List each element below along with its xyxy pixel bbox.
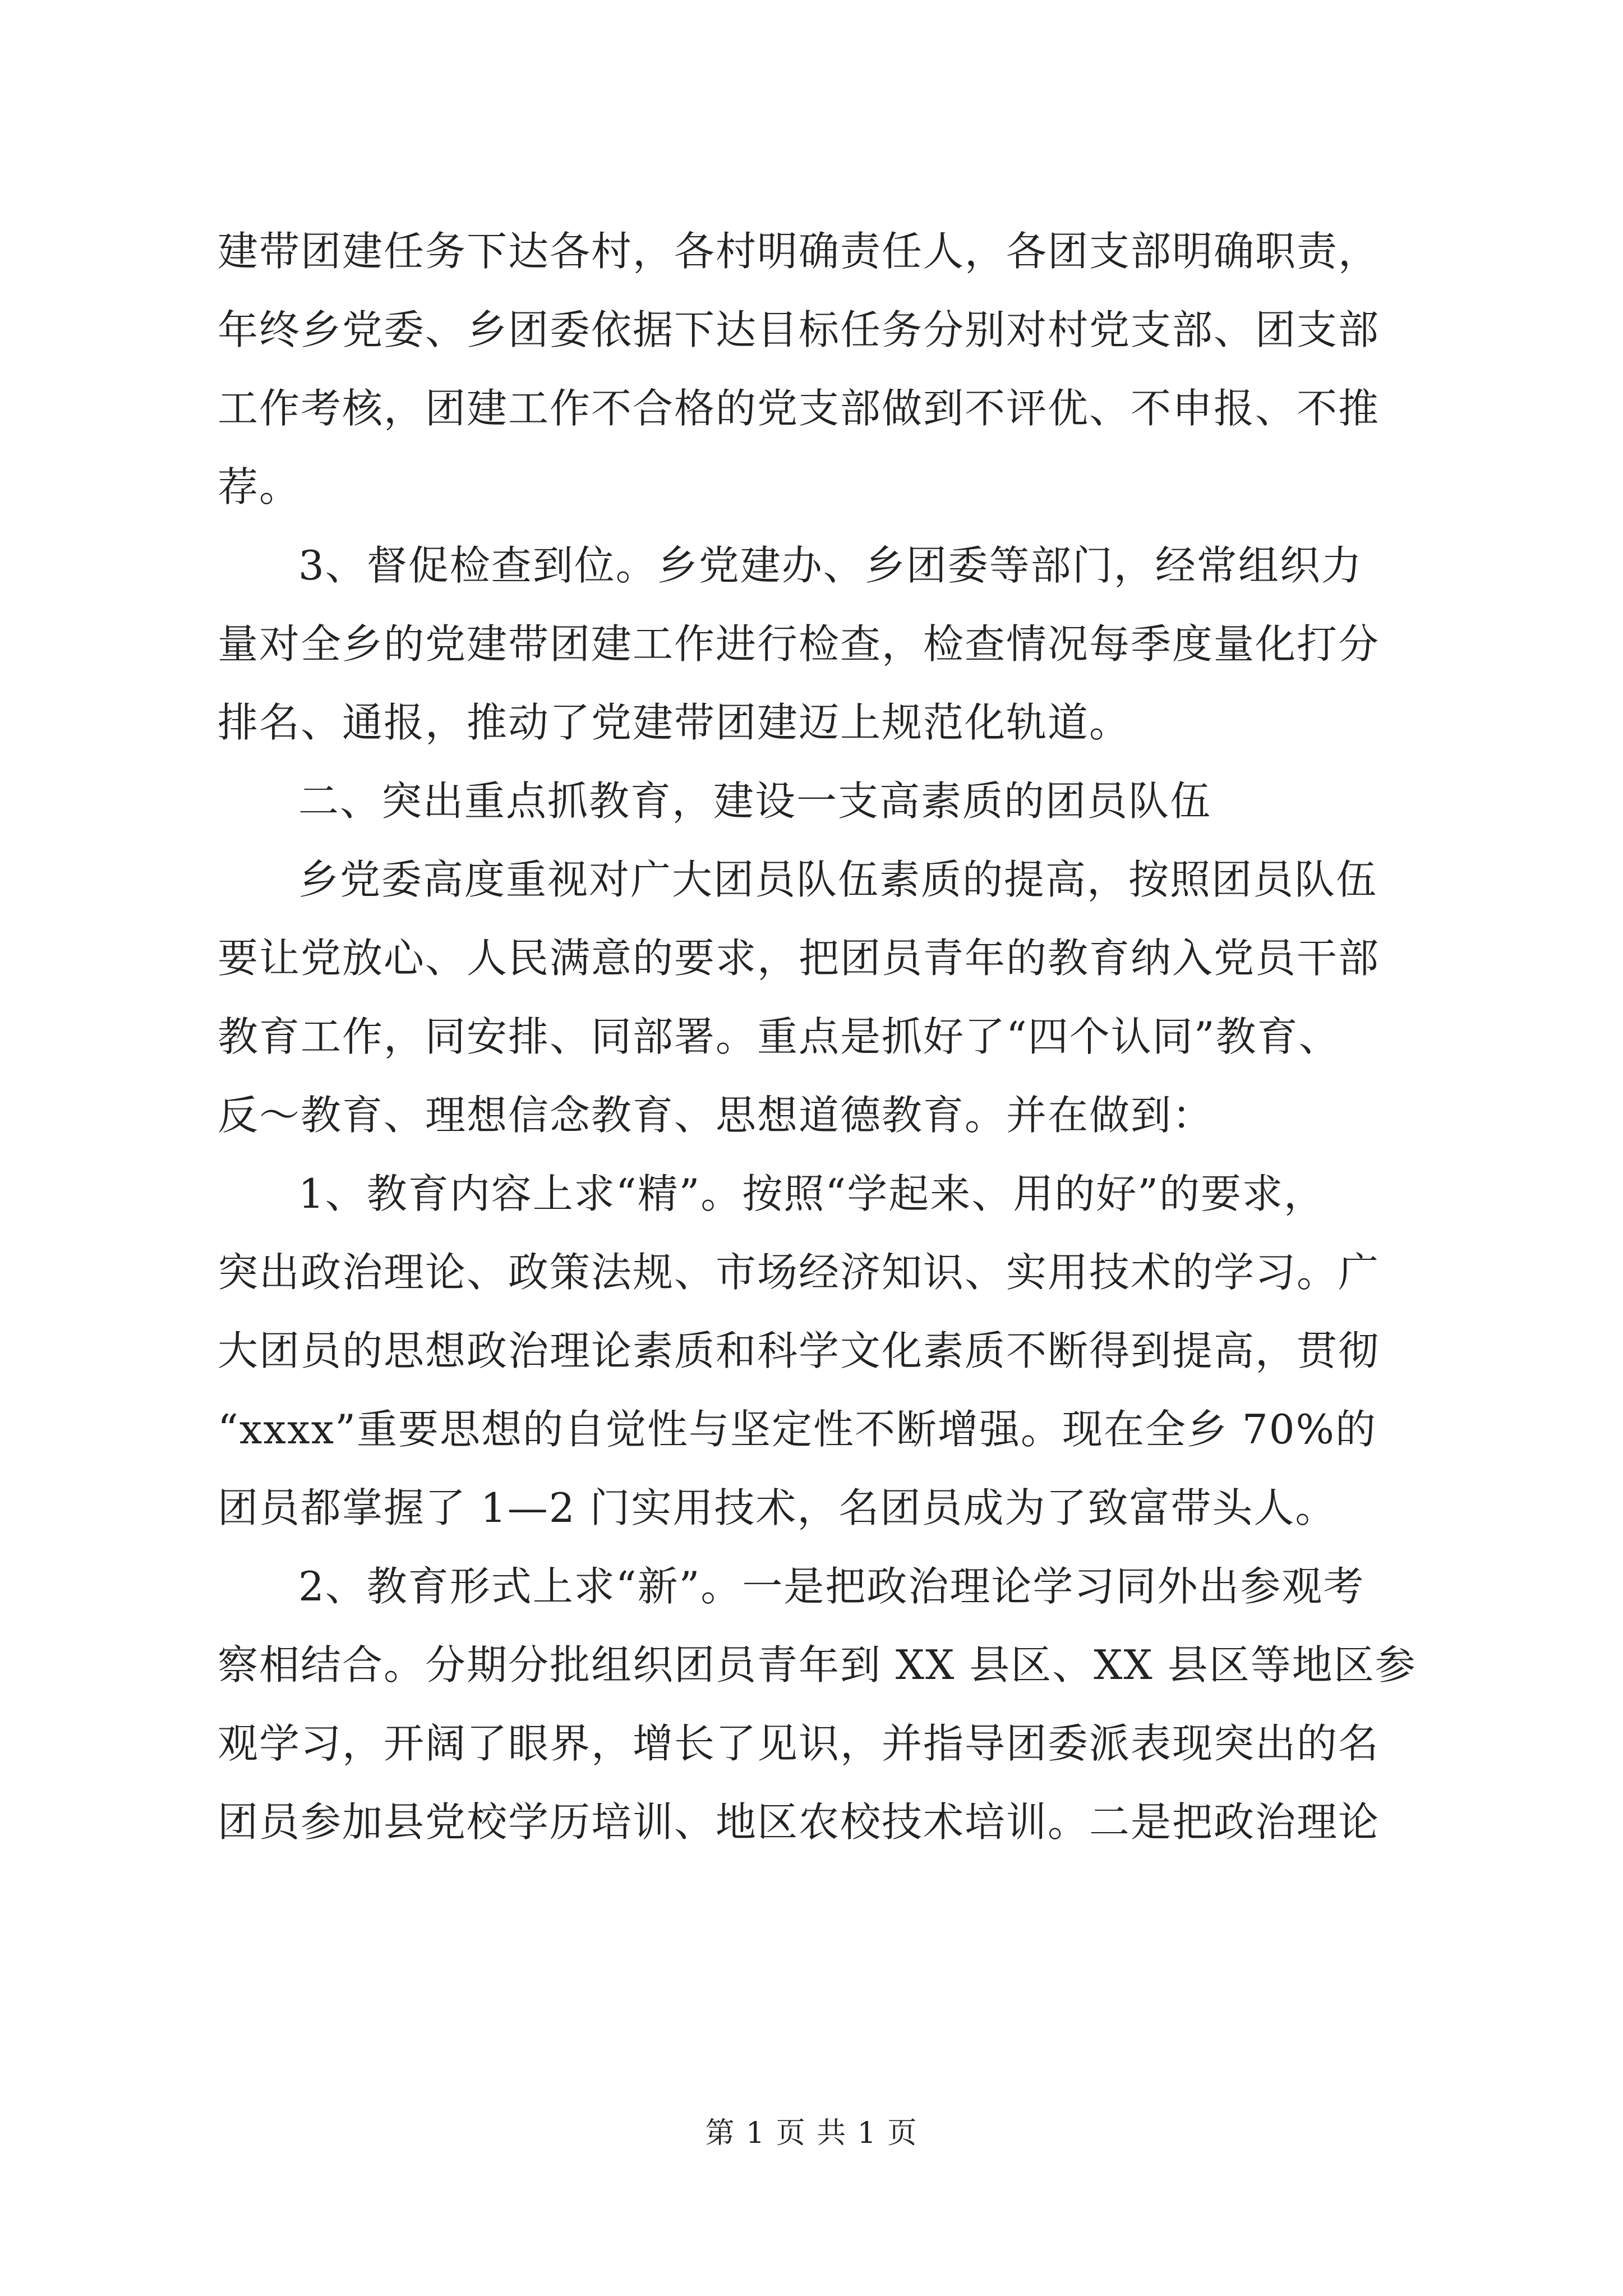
text-line: 3、督促检查到位。乡党建办、乡团委等部门，经常组织力 xyxy=(298,542,1363,589)
text-line: 观学习，开阔了眼界，增长了见识，并指导团委派表现突出的名 xyxy=(218,1720,1380,1767)
text-line: 大团员的思想政治理论素质和科学文化素质不断得到提高，贯彻 xyxy=(218,1327,1380,1374)
text-line: 教育工作，同安排、同部署。重点是抓好了“四个认同”教育、 xyxy=(218,1013,1340,1060)
text-line: 量对全乡的党建带团建工作进行检查，检查情况每季度量化打分 xyxy=(218,620,1380,668)
text-line: 乡党委高度重视对广大团员队伍素质的提高，按照团员队伍 xyxy=(298,856,1378,903)
page-number: 第 1 页 共 1 页 xyxy=(705,2116,918,2150)
text-line: 团员参加县党校学历培训、地区农校技术培训。二是把政治理论 xyxy=(218,1798,1380,1846)
text-line: 年终乡党委、乡团委依据下达目标任务分别对村党支部、团支部 xyxy=(218,306,1380,353)
text-line: 突出政治理论、政策法规、市场经济知识、实用技术的学习。广 xyxy=(218,1249,1380,1296)
text-line: 团员都掌握了 1—2 门实用技术，名团员成为了致富带头人。 xyxy=(218,1484,1337,1531)
text-line: 察相结合。分期分批组织团员青年到 XX 县区、XX 县区等地区参 xyxy=(218,1641,1417,1688)
text-line: 反～教育、理想信念教育、思想道德教育。并在做到： xyxy=(218,1092,1214,1139)
text-line: 荐。 xyxy=(218,463,301,510)
text-line: 建带团建任务下达各村，各村明确责任人，各团支部明确职责， xyxy=(218,228,1380,275)
text-line: 排名、通报，推动了党建带团建迈上规范化轨道。 xyxy=(218,699,1131,746)
body-text xyxy=(218,212,1451,1861)
text-line: 工作考核，团建工作不合格的党支部做到不评优、不申报、不推 xyxy=(218,385,1380,432)
text-line: 2、教育形式上求“新”。一是把政治理论学习同外出参观考 xyxy=(298,1563,1365,1610)
text-line: “xxxx”重要思想的自觉性与坚定性不断增强。现在全乡 70%的 xyxy=(218,1406,1377,1453)
text-line: 1、教育内容上求“精”。按照“学起来、用的好”的要求， xyxy=(298,1170,1326,1217)
section-heading: 二、突出重点抓教育，建设一支高素质的团员队伍 xyxy=(298,777,1212,825)
text-line: 要让党放心、人民满意的要求，把团员青年的教育纳入党员干部 xyxy=(218,935,1380,982)
